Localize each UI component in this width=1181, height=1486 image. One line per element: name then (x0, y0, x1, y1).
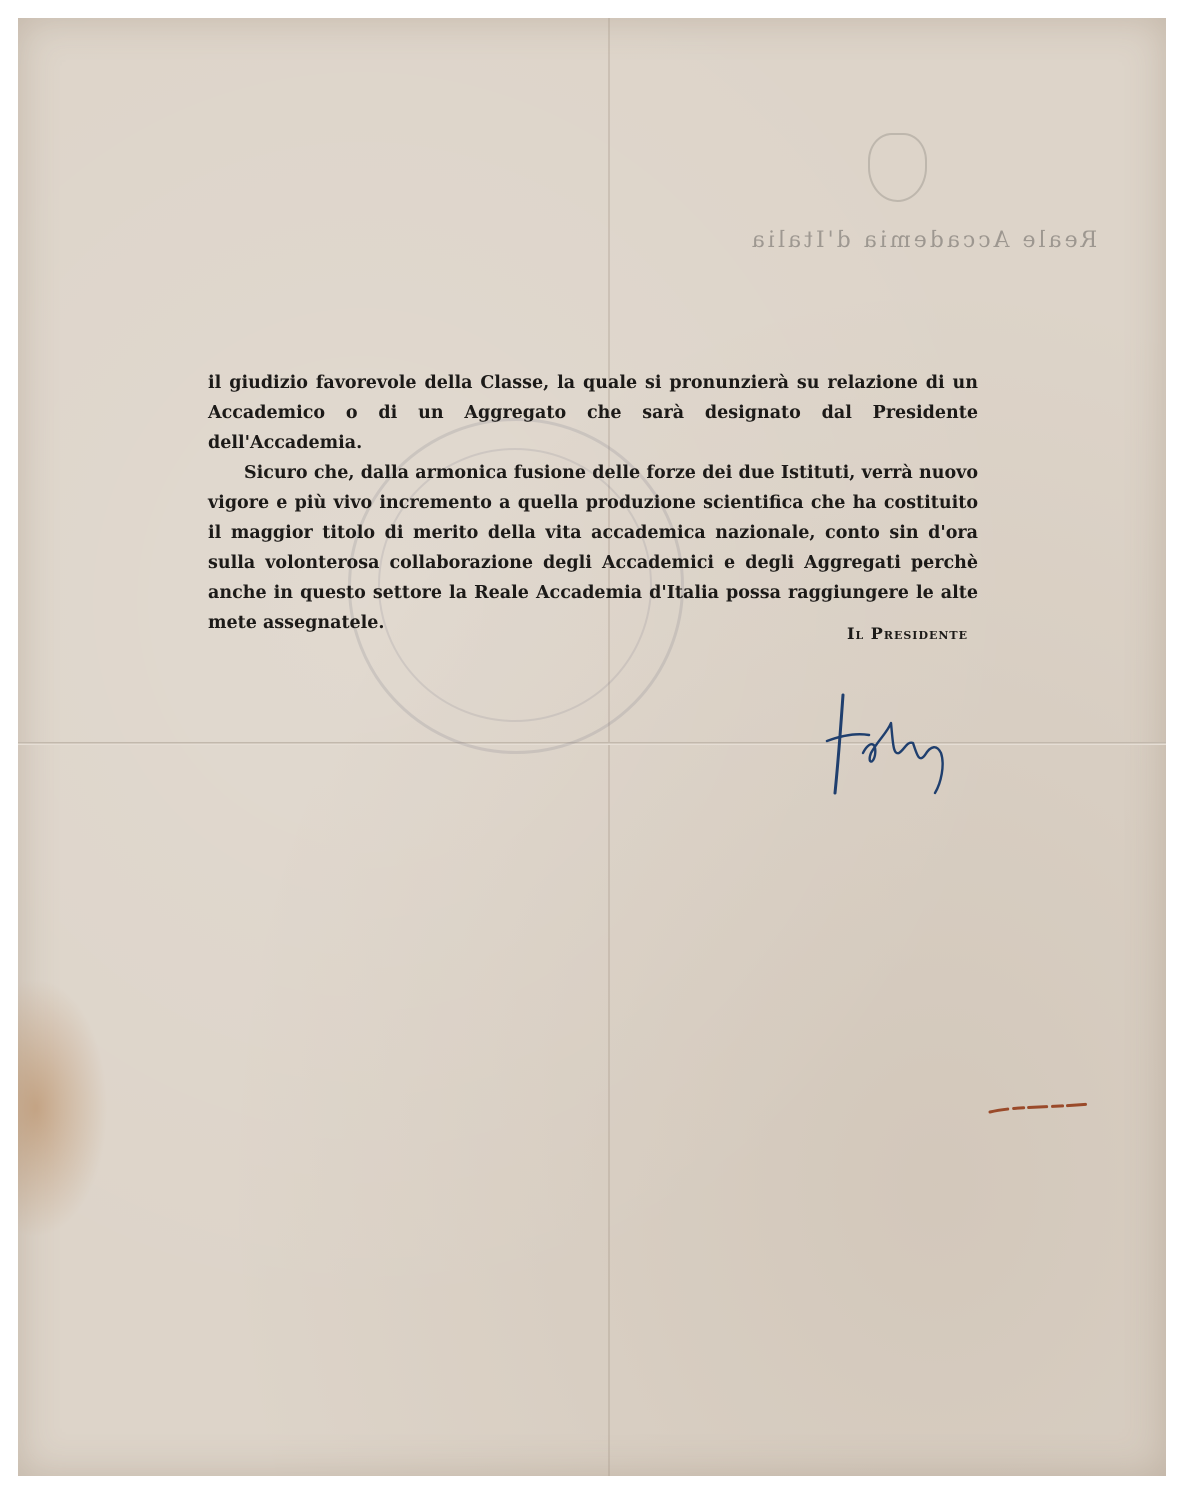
letter-sheet (18, 18, 1166, 1476)
vertical-fold-line (608, 18, 610, 1476)
body-paragraph-1: il giudizio favorevole della Classe, la quale si pronunzierà su relazione di un Accademico o di un Aggregato che sarà designato dal Presidente dell'Accademia. (208, 373, 978, 453)
body-paragraph-2: Sicuro che, dalla armonica fusione delle forze dei due Istituti, verrà nuovo vigore e più vivo incremento a quella produzione scientifica che ha costituito il maggior titolo di merito della vita accademica nazionale, conto sin d'ora sulla volonterosa collaborazione degli Accademici e degli Aggregati perchè anche in questo settore la Reale Accademia d'Italia possa raggiungere le alte mete assegnatele. (208, 463, 978, 633)
water-stain (18, 978, 108, 1238)
letter-body (208, 368, 978, 638)
handwritten-signature (813, 683, 963, 803)
red-ink-mark (986, 1096, 1096, 1126)
horizontal-fold-line (18, 742, 1166, 745)
closing-title: Il Presidente (847, 624, 968, 643)
crest-icon (868, 133, 927, 202)
letterhead-title: Reale Accademia d'Italia (748, 228, 1098, 253)
